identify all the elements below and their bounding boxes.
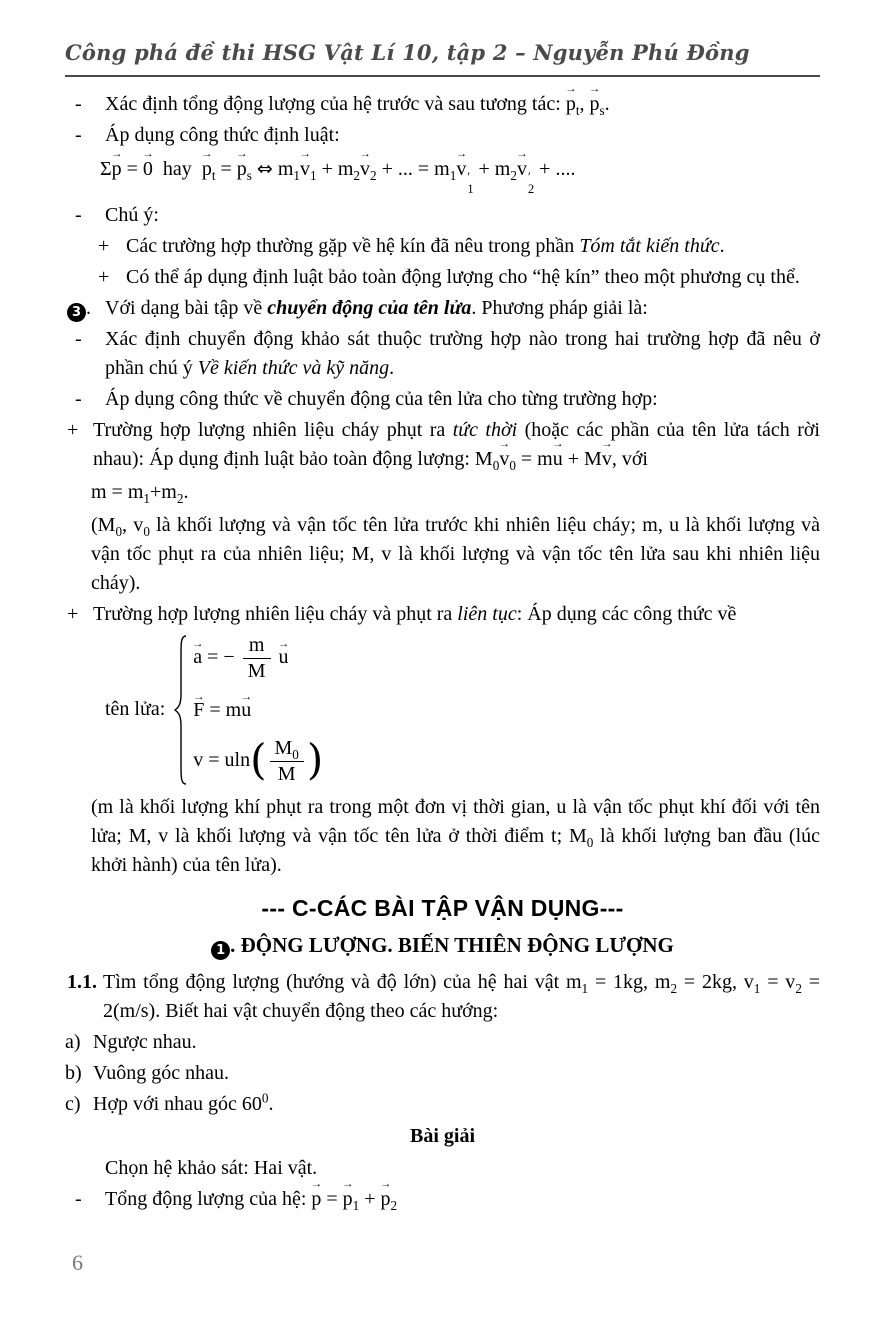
list-item: [65, 385, 820, 414]
bullet-plus: +: [98, 234, 110, 257]
bullet-plus: +: [67, 418, 79, 441]
option-label-c: c): [65, 1092, 81, 1115]
bullet-dash: -: [75, 124, 82, 146]
list-item: [65, 416, 820, 474]
paragraph-identify-motion: Xác định chuyển động khảo sát thuộc trường hợp nào trong hai trường hợp đã nêu ở phần chú ý Về kiến thức và kỹ năng.: [105, 327, 820, 379]
paragraph-apply-law: Áp dụng công thức định luật:: [105, 124, 340, 146]
page-number: 6: [72, 1250, 83, 1275]
option-label-a: a): [65, 1030, 81, 1053]
circled-number-icon: 1: [211, 941, 230, 960]
sub-item: [65, 232, 820, 261]
paragraph-rocket-type: Với dạng bài tập về chuyển động của tên lửa. Phương pháp giải là:: [105, 296, 648, 319]
bullet-dash: -: [75, 387, 82, 410]
option-text-b: Vuông góc nhau.: [93, 1061, 229, 1084]
left-brace: [173, 634, 189, 786]
list-item: [65, 325, 820, 383]
bullet-plus: +: [67, 602, 79, 625]
list-item: [65, 90, 820, 119]
book-title: Công phá đề thi HSG Vật Lí 10, tập 2 – Nguyễn Phú Đồng: [65, 40, 750, 65]
section-heading-momentum: [65, 930, 820, 960]
bullet-dash: -: [75, 93, 82, 115]
bullet-dash: -: [75, 1187, 82, 1210]
option-item: [65, 1090, 820, 1119]
list-item: [65, 121, 820, 150]
paragraph-sum-momentum: Xác định tổng động lượng của hệ trước và sau tương tác: $p \to_t$, $p \to_s$.: [105, 90, 820, 119]
equation-velocity: v = uln( $\frac{M_0}{M}$ ): [193, 734, 324, 785]
formula-conservation: Σp → = 0 → hay $p \to_t = p \to_s$ ⇔ $m_1v \to_1 + m_2v \to_2$ + ... = $m_1v$ → ′ 1 + $m_2v$ → ′ 2 + ....: [65, 155, 820, 196]
paragraph-continuous-burn: Trường hợp lượng nhiên liệu cháy và phụt ra liên tục: Áp dụng các công thức về: [93, 602, 737, 625]
equation-acceleration: a → = − $\frac{m}{M}$ u →: [193, 633, 323, 684]
paragraph-notation-1: ($M_0$, $v_0$ là khối lượng và vận tốc tên lửa trước khi nhiên liệu cháy; m, u là khối lượng và vận tốc phụt ra của nhiên liệu; M, v là khối lượng và vận tốc tên lửa sau khi nhiên liệu cháy).: [91, 513, 820, 594]
bullet-plus: +: [98, 265, 110, 288]
paragraph-closed-systems: Các trường hợp thường gặp về hệ kín đã nêu trong phần Tóm tắt kiến thức.: [126, 234, 725, 257]
section-heading-text: . ĐỘNG LƯỢNG. BIẾN THIÊN ĐỘNG LƯỢNG: [230, 932, 674, 957]
rocket-label: tên lửa:: [105, 698, 166, 721]
formula-mass-sum: $m = m_1+m_2$.: [91, 480, 189, 506]
circled-number-icon: 3: [67, 303, 86, 322]
option-text-c: Hợp với nhau góc $60^0$.: [93, 1090, 274, 1115]
problem-statement: Tìm tổng động lượng (hướng và độ lớn) của hệ hai vật $m_1 = 1kg$, $m_2 = 2kg$, $v_1 = v_2 = 2(m/s)$. Biết hai vật chuyển động theo các hướng:: [103, 970, 821, 1022]
list-item: [65, 294, 820, 323]
bullet-circled-3: [67, 294, 105, 323]
bullet-dot: .: [86, 296, 91, 319]
paragraph-note: Chú ý:: [105, 203, 159, 226]
problem-item: [65, 968, 820, 1026]
paragraph-instant-burn: Trường hợp lượng nhiên liệu cháy phụt ra tức thời (hoặc các phần của tên lửa tách rời nhau): Áp dụng định luật bảo toàn động lượng: $M_0v \to_0$ = mu → + Mv →, với: [93, 416, 820, 474]
section-heading-exercises: --- C-CÁC BÀI TẬP VẬN DỤNG---: [261, 894, 624, 921]
option-label-b: b): [65, 1061, 82, 1084]
rocket-equation-system: [65, 633, 820, 787]
solution-heading: Bài giải: [409, 1124, 475, 1147]
option-text-a: Ngược nhau.: [93, 1030, 197, 1053]
running-header: [65, 40, 820, 77]
list-item: [65, 600, 820, 629]
list-item: [65, 201, 820, 230]
list-item: [65, 1185, 820, 1214]
paragraph-total-momentum: Tổng động lượng của hệ: p → = $p \to_1 + p \to_2$: [105, 1185, 820, 1214]
paragraph-choose-system: Chọn hệ khảo sát: Hai vật.: [105, 1156, 318, 1179]
bullet-dash: -: [75, 327, 82, 350]
equation-thrust: F → = mu →: [193, 698, 323, 722]
problem-number: 1.1.: [67, 970, 97, 993]
bullet-dash: -: [75, 203, 82, 226]
sub-item: [65, 263, 820, 292]
paragraph-apply-rocket-formula: Áp dụng công thức về chuyển động của tên lửa cho từng trường hợp:: [105, 387, 658, 410]
equation-column: [193, 633, 323, 787]
option-item: [65, 1028, 820, 1057]
paragraph-apply-one-direction: Có thể áp dụng định luật bảo toàn động lượng cho “hệ kín” theo một phương cụ thể.: [126, 265, 800, 288]
paragraph-notation-2: (m là khối lượng khí phụt ra trong một đơn vị thời gian, u là vận tốc phụt khí đối với tên lửa; M, v là khối lượng và vận tốc tên lửa ở thời điểm t; $M_0$ là khối lượng ban đầu (lúc khởi hành) của tên lửa).: [91, 795, 821, 876]
option-item: [65, 1059, 820, 1088]
